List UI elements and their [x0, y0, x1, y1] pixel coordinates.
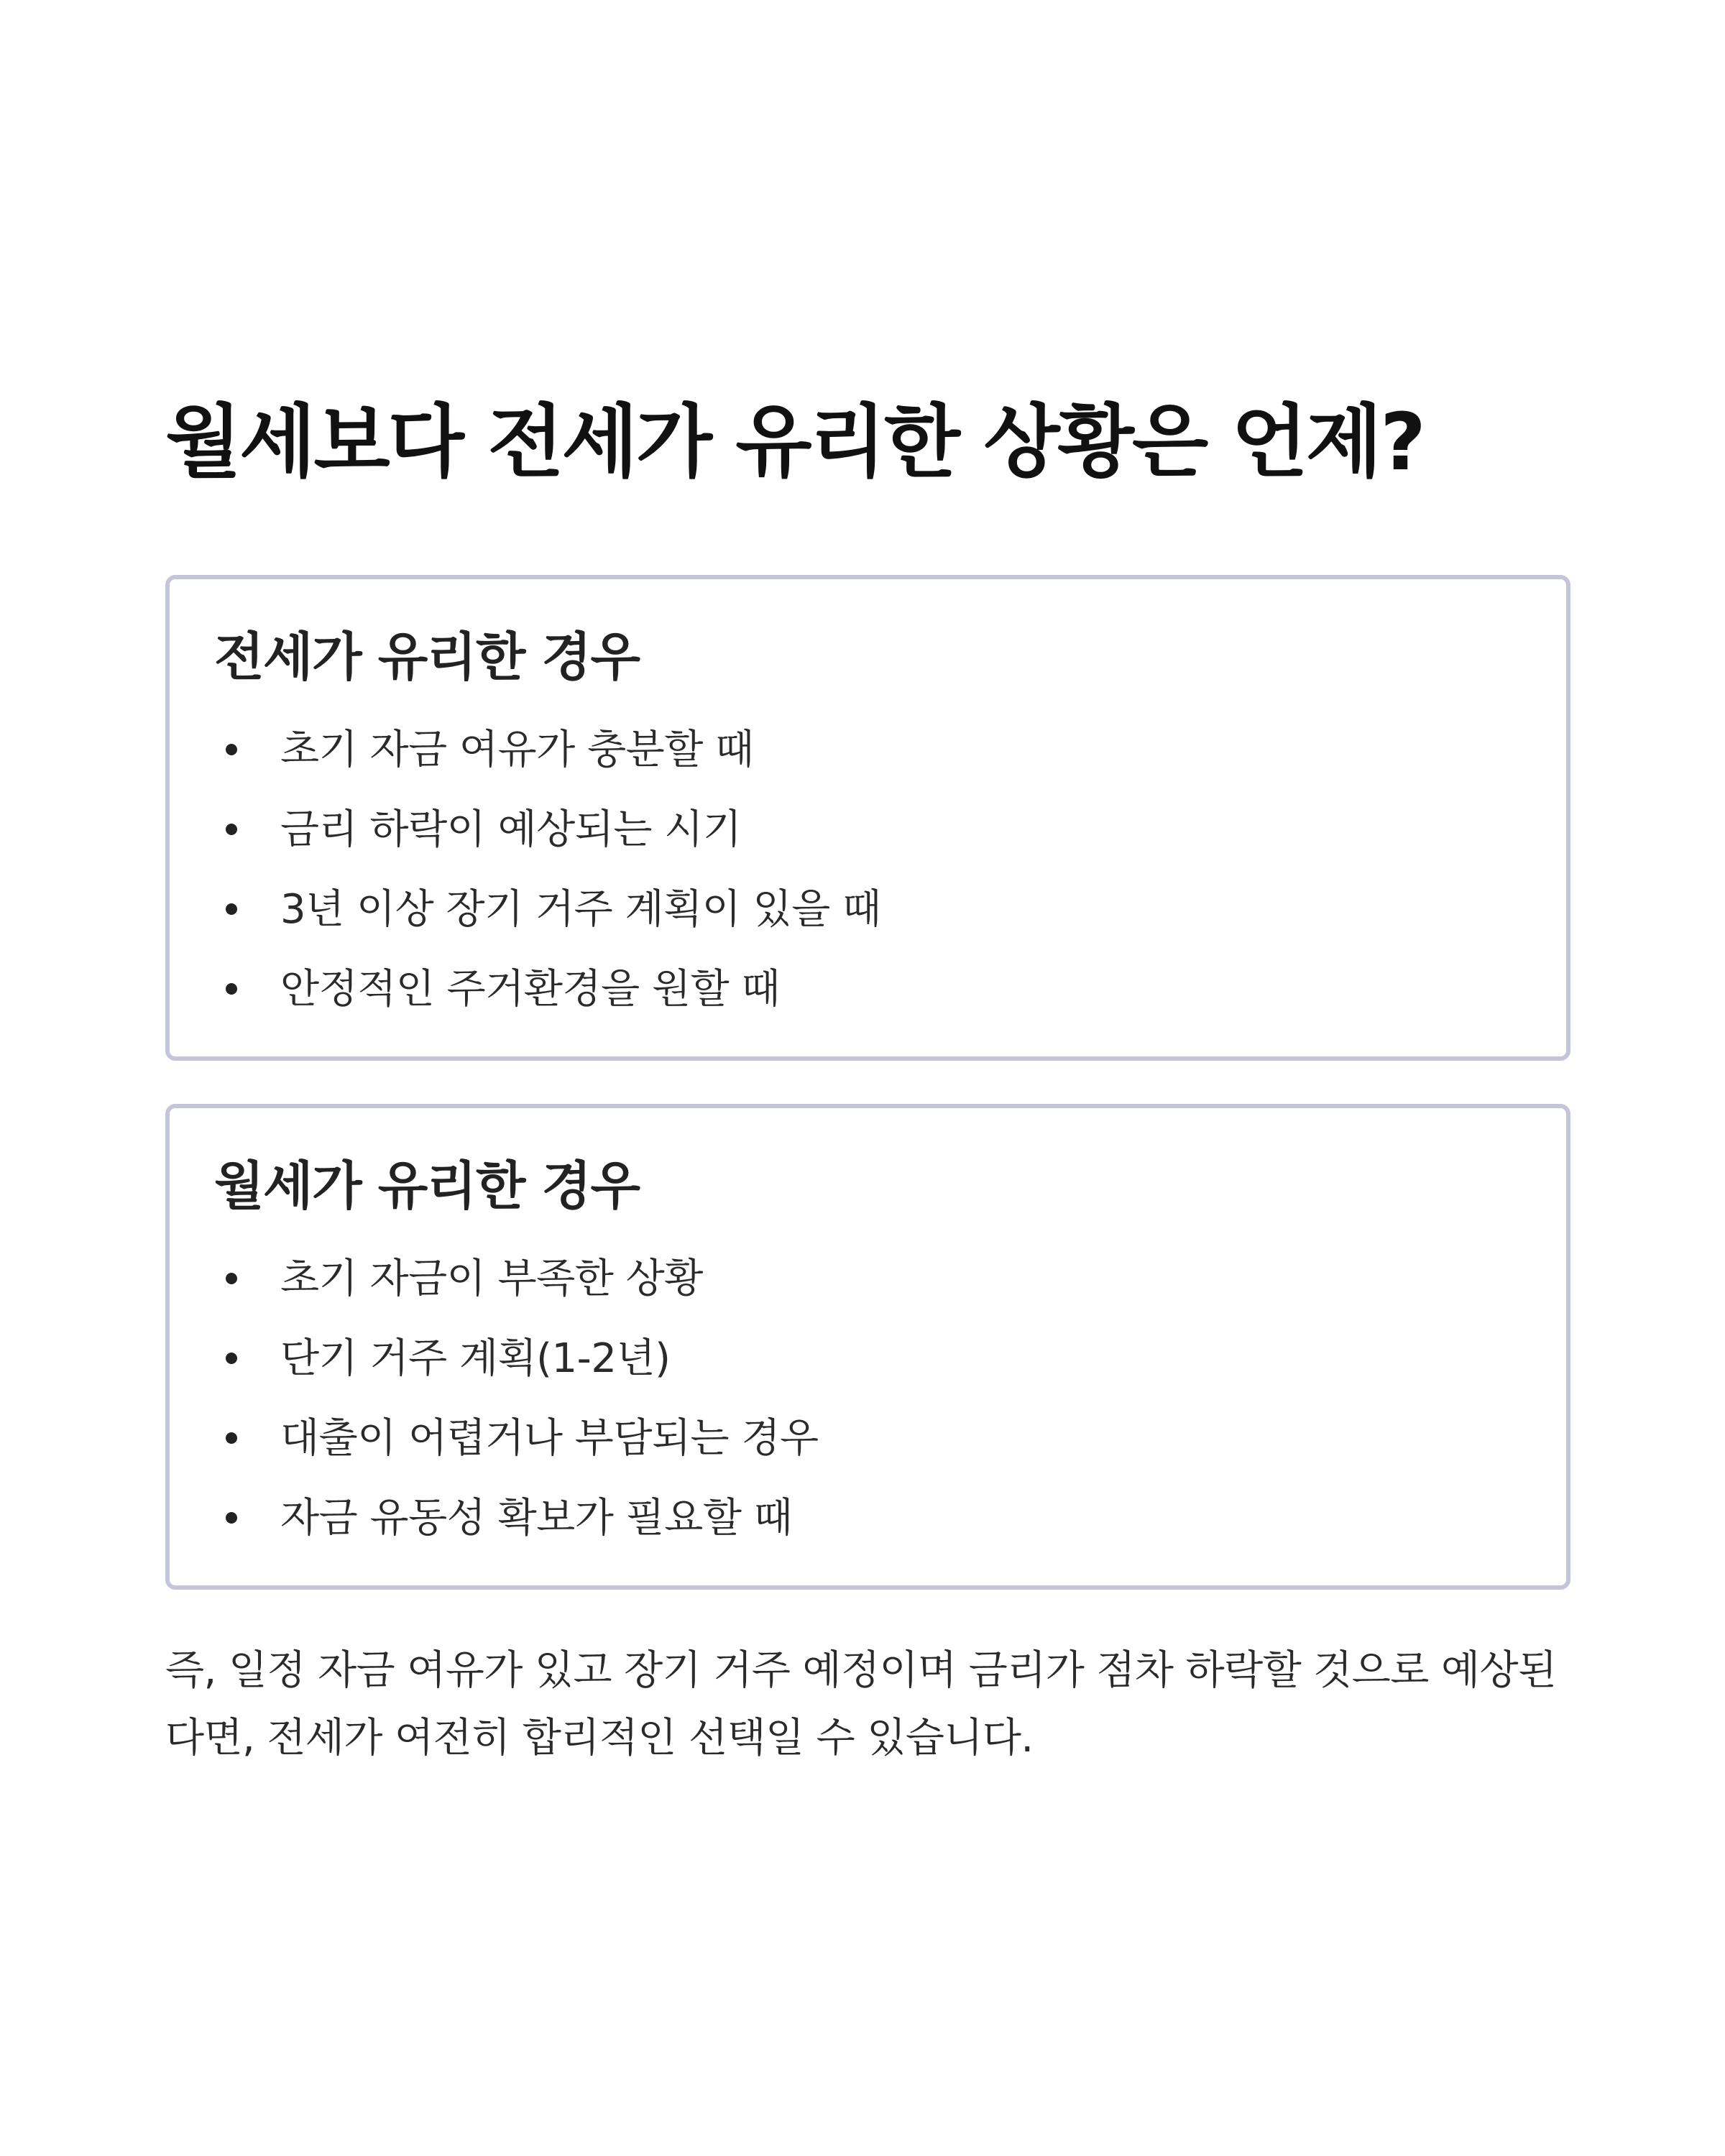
- bullet-icon: [226, 824, 237, 835]
- list-item: [214, 1399, 1522, 1478]
- page-content: [165, 388, 1570, 1772]
- list-item-text: 초기 자금 여유가 충분할 때: [280, 727, 754, 773]
- list-item-text: 3년 이상 장기 거주 계획이 있을 때: [280, 886, 881, 933]
- list-item: [214, 1319, 1522, 1399]
- bullet-icon: [226, 744, 237, 755]
- summary-paragraph: 즉, 일정 자금 여유가 있고 장기 거주 예정이며 금리가 점차 하락할 것으로 예상된다면, 전세가 여전히 합리적인 선택일 수 있습니다.: [165, 1647, 1557, 1761]
- list-item-text: 대출이 어렵거나 부담되는 경우: [280, 1415, 819, 1462]
- bullet-icon: [226, 1273, 237, 1284]
- bullet-icon: [226, 1432, 237, 1444]
- page-title: 월세보다 전세가 유리한 상황은 언제?: [165, 396, 1424, 488]
- wolse-advantage-card: [165, 1104, 1570, 1590]
- list-item: [214, 949, 1522, 1029]
- list-item: [214, 870, 1522, 949]
- list-item-text: 안정적인 주거환경을 원할 때: [280, 966, 781, 1013]
- list-item: [214, 710, 1522, 790]
- jeonse-card-heading: 전세가 유리한 경우: [214, 627, 640, 687]
- wolse-advantage-list: [214, 1239, 1522, 1558]
- jeonse-advantage-card: [165, 575, 1570, 1061]
- bullet-icon: [226, 1353, 237, 1364]
- list-item-text: 초기 자금이 부족한 상황: [280, 1256, 703, 1302]
- list-item-text: 금리 하락이 예상되는 시기: [280, 806, 742, 853]
- jeonse-advantage-list: [214, 710, 1522, 1029]
- bullet-icon: [226, 983, 237, 995]
- list-item: [214, 1478, 1522, 1558]
- bullet-icon: [226, 1512, 237, 1524]
- list-item-text: 단기 거주 계획(1-2년): [280, 1335, 671, 1382]
- list-item-text: 자금 유동성 확보가 필요할 때: [280, 1495, 793, 1542]
- list-item: [214, 1239, 1522, 1319]
- list-item: [214, 790, 1522, 870]
- bullet-icon: [226, 903, 237, 915]
- wolse-card-heading: 월세가 유리한 경우: [214, 1156, 640, 1216]
